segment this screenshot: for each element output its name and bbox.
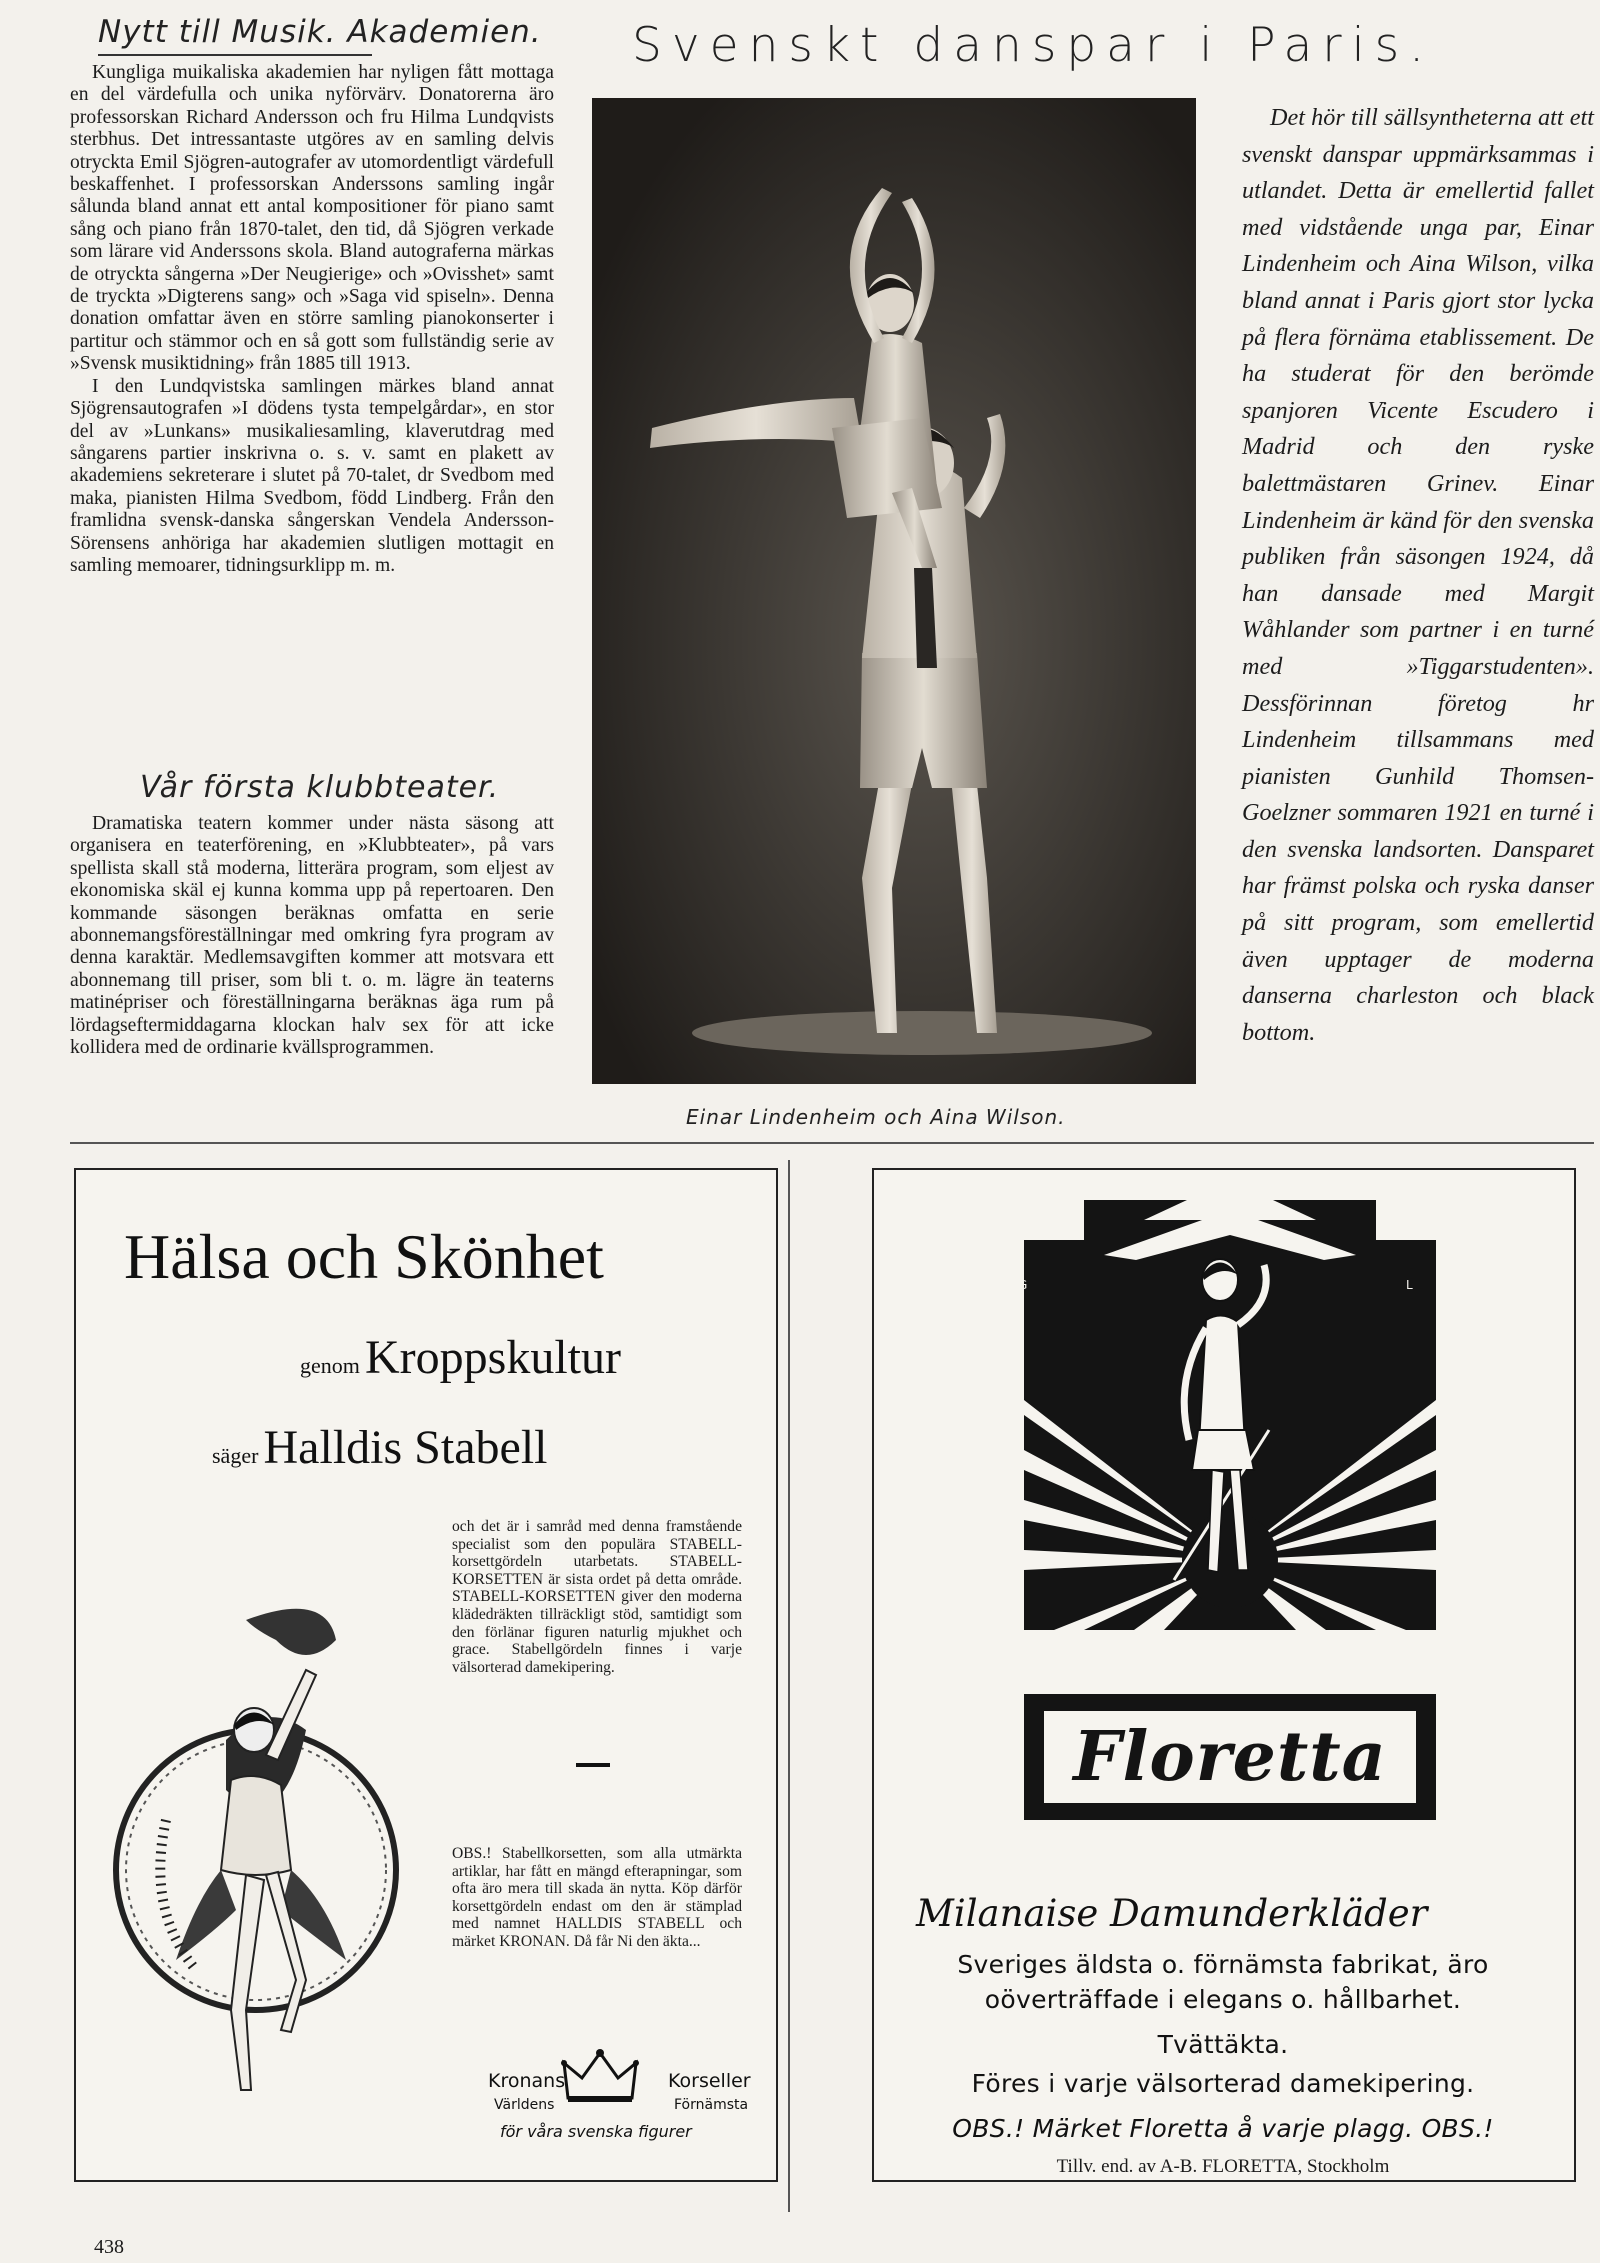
korseller-label: Korseller <box>668 2070 751 2092</box>
klubbteater-heading: Vår första klubbteater. <box>140 770 500 805</box>
floretta-line-1: Sveriges äldsta o. förnämsta fabrikat, äro <box>957 1950 1489 1979</box>
stabell-dancer-illustration <box>106 1580 406 2140</box>
feature-text: Det hör till sällsyntheterna att ett svenskt danspar uppmärksammas i utlandet. Detta är emellertid fallet med vidstående unga par, Einar Lindenheim och Aina Wilson, vilka bland annat i Paris gjort stor lycka på flera förnäma etablissement. De ha studerat för den berömde spanjoren Vicente Escudero i Madrid och den ryske balettmästaren Grinev. Einar Lindenheim är känd för den svenska publiken från säsongen 1924, då han dansade med Margit Wåhlander som partner i en turné med »Tiggarstudenten». Dessförinnan företog hr Lindenheim tillsammans med pianisten Gunhild Thomsen-Goelzner sommaren 1921 en turné i den svenska landsorten. Dansparet har främst polska och ryska danser på sitt program, som emellertid även upptager de moderna danserna charleston och black bottom. <box>1242 104 1594 1046</box>
heading-underline <box>98 54 372 56</box>
stabell-genom: genom <box>300 1353 360 1378</box>
vertical-divider <box>788 1160 790 2212</box>
floretta-footer: Tillv. end. av A-B. FLORETTA, Stockholm <box>1056 2156 1390 2177</box>
stabell-obs: OBS.! Stabellkorsetten, som alla utmärkta artiklar, har fått en mängd efterapningar, som ofta äro mera till skada än nytta. Köp därför korsettgördeln endast om den är stämplad med namnet HALLDIS STABELL och märket KRONAN. Då får Ni den äkta... <box>452 1845 742 1950</box>
kronans-label: Kronans <box>488 2070 566 2092</box>
feature-title: Svenskt danspar i Paris. <box>632 18 1435 73</box>
floretta-line-4: Föres i varje välsorterad damekipering. <box>971 2069 1475 2098</box>
floretta-line-2: oöverträffade i elegans o. hållbarhet. <box>984 1985 1462 2014</box>
musik-paragraph-1: Kungliga muikaliska akademien har nyligen fått mottaga en del värdefulla och unika nyförvärv. Donatorerna äro professorskan Richard Andersson och fru Hilma Lundqvists sterbhus. Det intressantaste utgöres av en samling delvis otryckta Emil Sjögren-autografer av utomordentligt värdefull beskaffenhet. I professorskan Anderssons samling ingår sålunda bland annat ett antal kompositioner för piano samt sång och piano från 1870-talet, den tid, då Sjögren verkade som lärare vid Anderssons skola. Bland autograferna märkas de otryckta sångerna »Der Neugierige» och »Ovisshet» samt de tryckta »Digterens sang» och »Saga vid spiseln». Denna donation omfattar även en större samling pianokonserter i partitur och stämmor och en så gott som fullständig serie av »Svensk musiktidning» från 1885 till 1913. <box>70 62 554 375</box>
kronans-tagline: för våra svenska figurer <box>500 2122 692 2141</box>
musik-article-body <box>70 62 554 577</box>
photo-caption: Einar Lindenheim och Aina Wilson. <box>686 1105 1066 1129</box>
stabell-sager: säger <box>212 1443 259 1468</box>
stabell-kroppskultur: Kroppskultur <box>364 1331 621 1384</box>
page-number: 438 <box>94 2236 124 2258</box>
horizontal-divider <box>70 1142 1594 1144</box>
stabell-line3 <box>212 1420 547 1475</box>
floretta-corner-l: L <box>1406 1278 1413 1292</box>
floretta-script-line: Milanaise Damunderkläder <box>916 1892 1428 1935</box>
floretta-logo-plate <box>1044 1711 1416 1803</box>
klubbteater-paragraph-1: Dramatiska teatern kommer under nästa säsong att organisera en teaterförening, en »Klubbteater», på vars spellista skall stå moderna, litterära program, som eljest av ekonomiska skäl ej kunna komma upp på repertoaren. Den kommande säsongen beräknas omfatta en serie abonnemangsföreställningar med omkring fyra program av denna karaktär. Medlemsavgiften kommer att motsvara ett abonnemang till priser, som bli t. o. m. lägre än teaterns matinépriser och föreställningarna beräknas äga rum på lördagseftermiddagarna klockan halv sex för att icke kollidera med de ordinarie kvällsprogrammen. <box>70 813 554 1059</box>
floretta-line-3: Tvättäkta. <box>1157 2030 1289 2059</box>
stabell-body: och det är i samråd med denna framstående specialist som den populära STABELL-korsettgördeln utarbetats. STABELL-KORSETTEN är sista ordet på detta område. STABELL-KORSETTEN giver den moderna klädedräkten tillräckligt stöd, samtidigt som den förlänar figuren naturlig mjukhet och grace. Stabellgördeln finnes i varje välsorterad damekipering. <box>452 1518 742 1676</box>
dancer-drawing <box>106 1580 406 2140</box>
floretta-sunburst <box>1024 1200 1436 1630</box>
stabell-name: Halldis Stabell <box>263 1421 548 1474</box>
floretta-logo-bar <box>1024 1694 1436 1820</box>
dancers-photo <box>592 98 1196 1084</box>
kronans-sub: Världens <box>494 2097 555 2113</box>
musik-paragraph-2: I den Lundqvistska samlingen märkes bland annat Sjögrensautografen »I dödens tysta tempelgårdar», en stor del av »Lunkans» musikaliesamling, klaverutdrag med sångarens partier inskrivna o. s. v. samt en plakett av akademiens sekreterare i slutet på 70-talet, dr Svedbom med maka, pianisten Hilma Svedbom, född Lindberg. Från den framlidna svensk-danska sångerskan Vendela Andersson-Sörensens anhöriga har akademien slutligen mottagit en samling memoarer, tidningsurklipp m. m. <box>70 375 554 576</box>
stabell-dash <box>576 1763 610 1767</box>
floretta-corner-g: G <box>1018 1278 1028 1292</box>
floretta-obs-line: OBS.! Märket Floretta å varje plagg. OBS.! <box>952 2114 1494 2143</box>
dancers-illustration <box>592 98 1196 1084</box>
stabell-headline: Hälsa och Skönhet <box>124 1221 604 1292</box>
crown-icon <box>560 2048 640 2108</box>
klubbteater-article-body <box>70 813 554 1059</box>
musik-heading: Nytt till Musik. Akademien. <box>98 14 542 50</box>
floretta-logo: Floretta <box>1073 1717 1387 1797</box>
sunburst-illustration <box>1024 1200 1436 1630</box>
korseller-sub: Förnämsta <box>674 2097 749 2113</box>
stabell-line2 <box>300 1330 621 1385</box>
